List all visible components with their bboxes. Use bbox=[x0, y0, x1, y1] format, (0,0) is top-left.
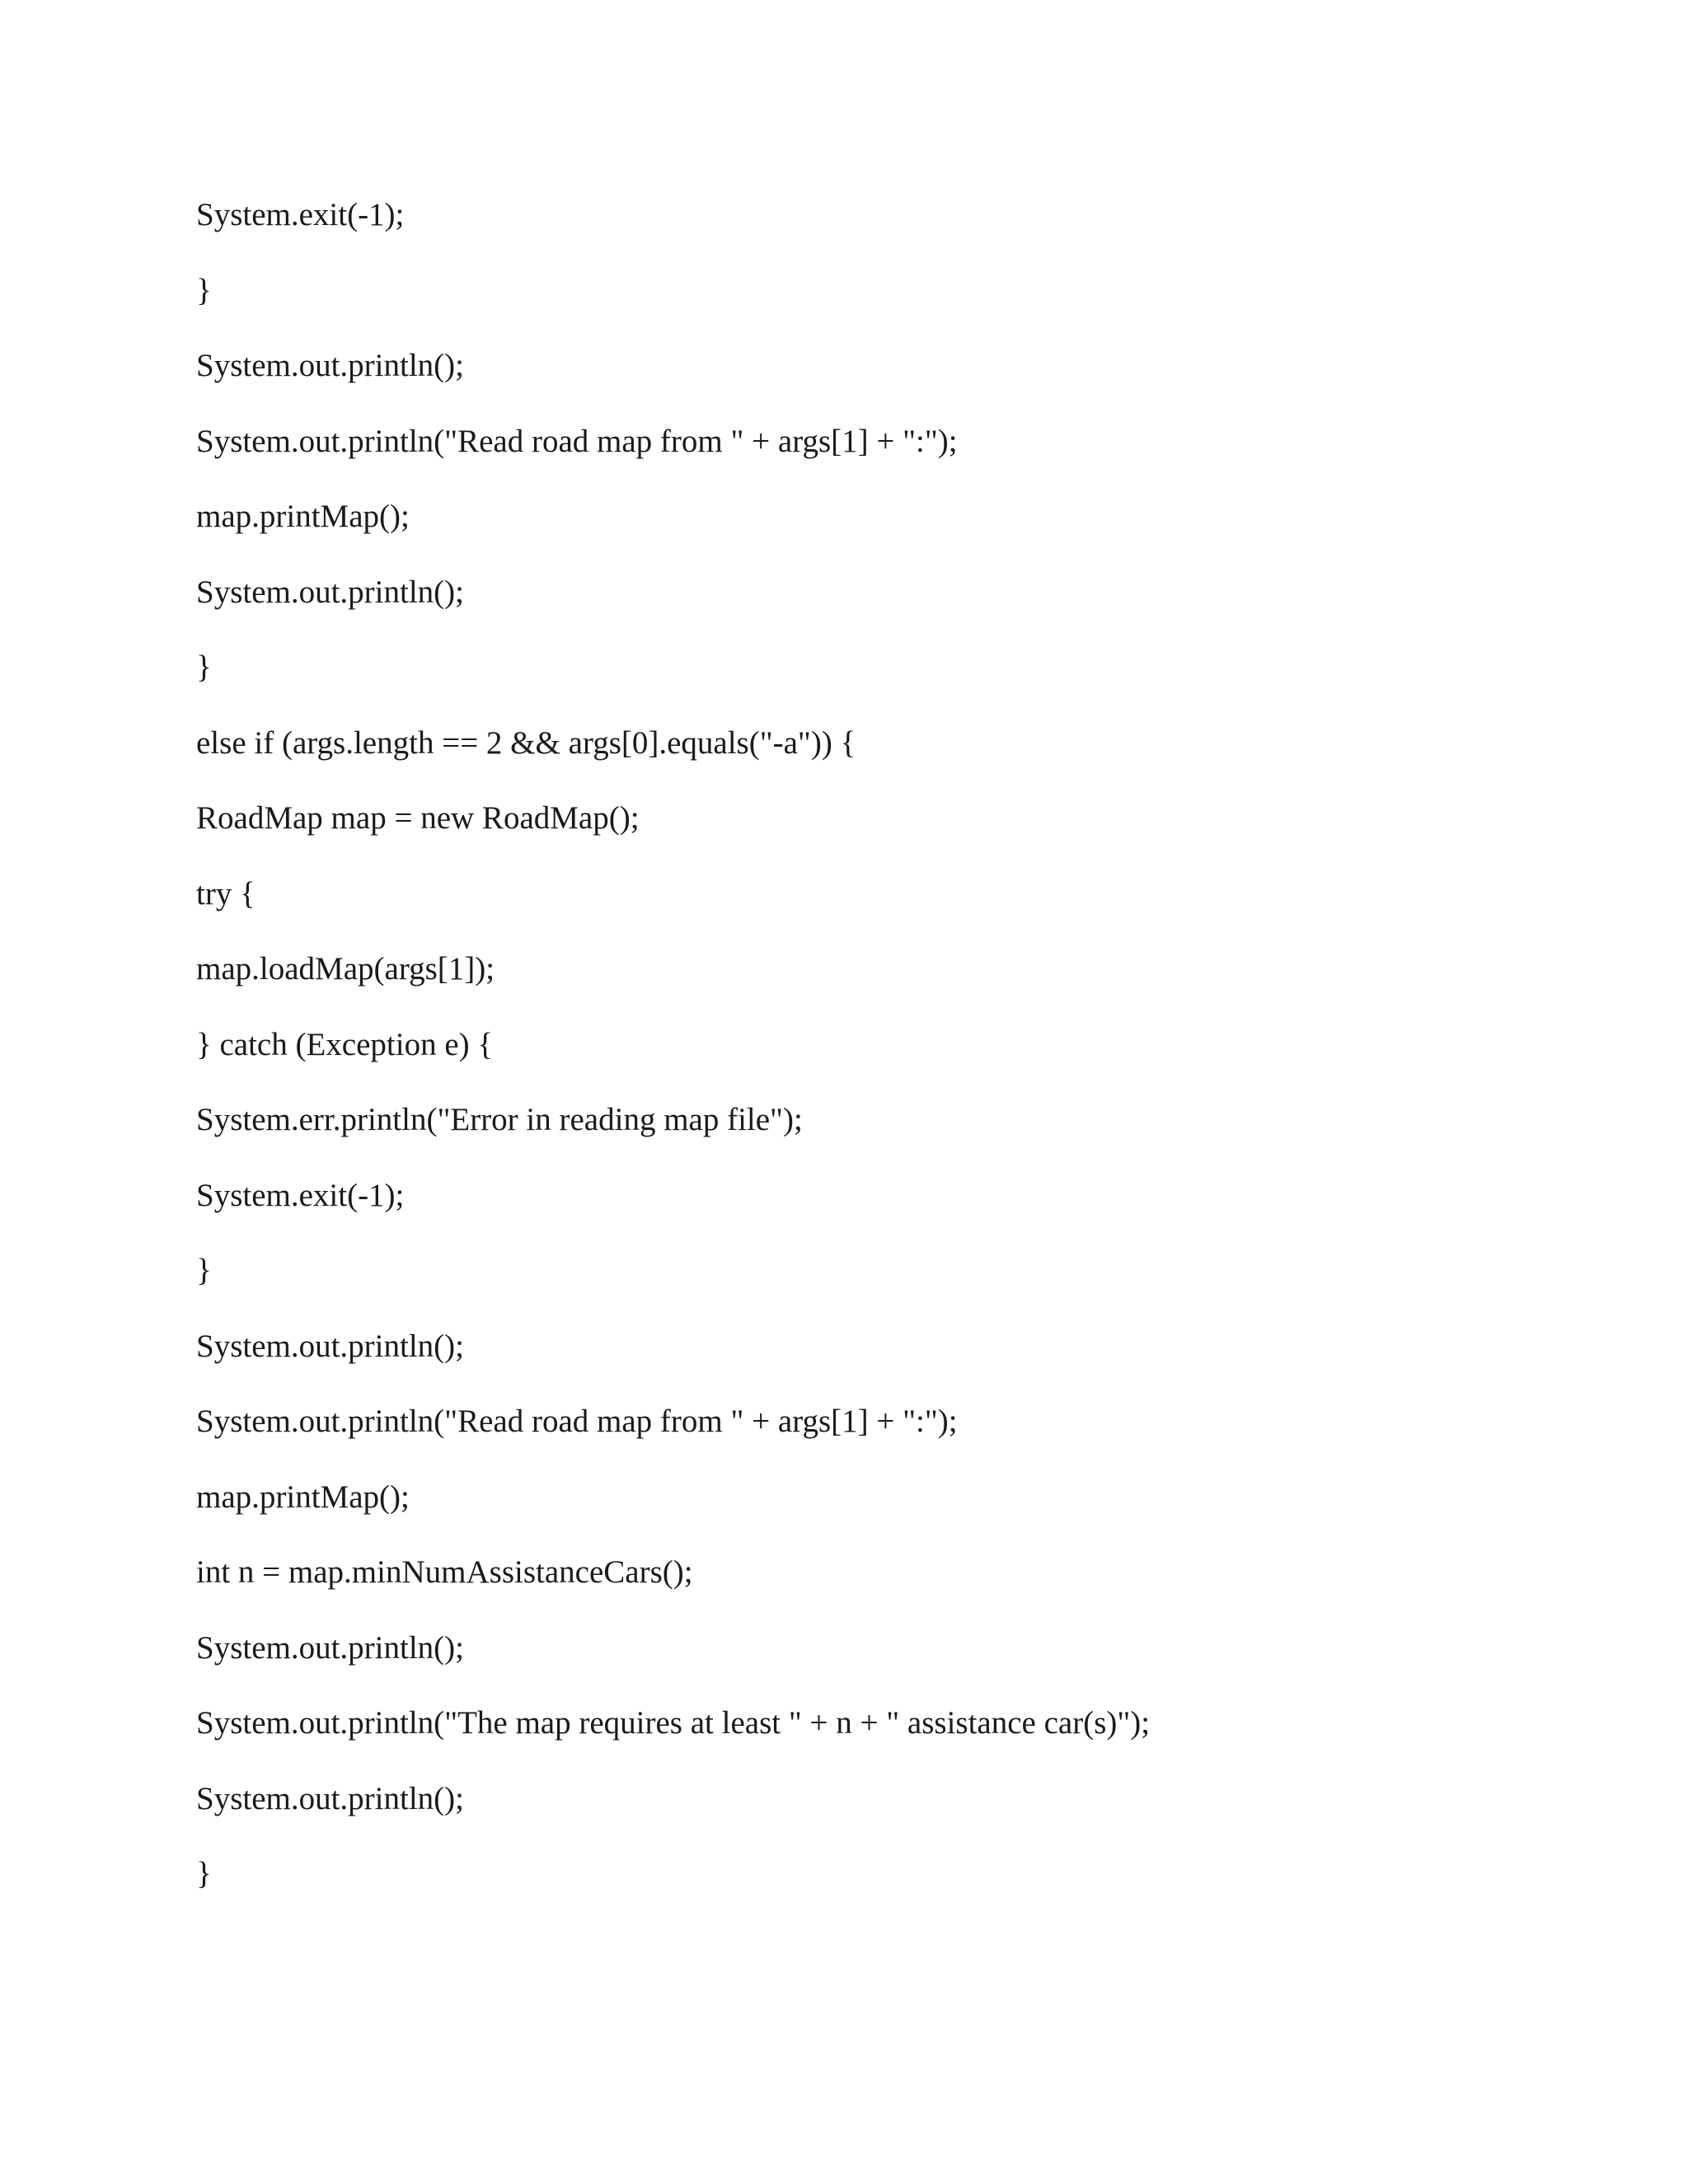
code-line-3: System.out.println(); bbox=[196, 348, 464, 383]
code-line-7: } bbox=[196, 649, 212, 685]
code-line-16: System.out.println(); bbox=[196, 1328, 464, 1364]
code-line-4: System.out.println("Read road map from " + args[1] + ":"); bbox=[196, 423, 958, 459]
code-line-18: map.printMap(); bbox=[196, 1479, 410, 1515]
code-line-2: } bbox=[196, 272, 212, 308]
code-line-23: } bbox=[196, 1856, 212, 1891]
code-line-22: System.out.println(); bbox=[196, 1780, 464, 1816]
code-line-17: System.out.println("Read road map from " + args[1] + ":"); bbox=[196, 1404, 958, 1439]
code-line-10: try { bbox=[196, 875, 256, 912]
code-line-12: } catch (Exception e) { bbox=[196, 1026, 494, 1062]
code-line-14: System.exit(-1); bbox=[196, 1177, 405, 1213]
code-line-15: } bbox=[196, 1253, 212, 1288]
code-line-19: int n = map.minNumAssistanceCars(); bbox=[196, 1554, 693, 1590]
code-line-5: map.printMap(); bbox=[196, 499, 410, 534]
code-line-6: System.out.println(); bbox=[196, 574, 464, 610]
code-line-8: else if (args.length == 2 && args[0].equals("-a")) { bbox=[196, 724, 856, 761]
code-block bbox=[196, 185, 1150, 1920]
code-line-13: System.err.println("Error in reading map file"); bbox=[196, 1102, 803, 1137]
code-line-9: RoadMap map = new RoadMap(); bbox=[196, 800, 640, 836]
code-line-20: System.out.println(); bbox=[196, 1629, 464, 1666]
code-line-11: map.loadMap(args[1]); bbox=[196, 951, 495, 987]
code-line-21: System.out.println("The map requires at least " + n + " assistance car(s)"); bbox=[196, 1705, 1151, 1741]
code-line-1: System.exit(-1); bbox=[196, 197, 405, 232]
